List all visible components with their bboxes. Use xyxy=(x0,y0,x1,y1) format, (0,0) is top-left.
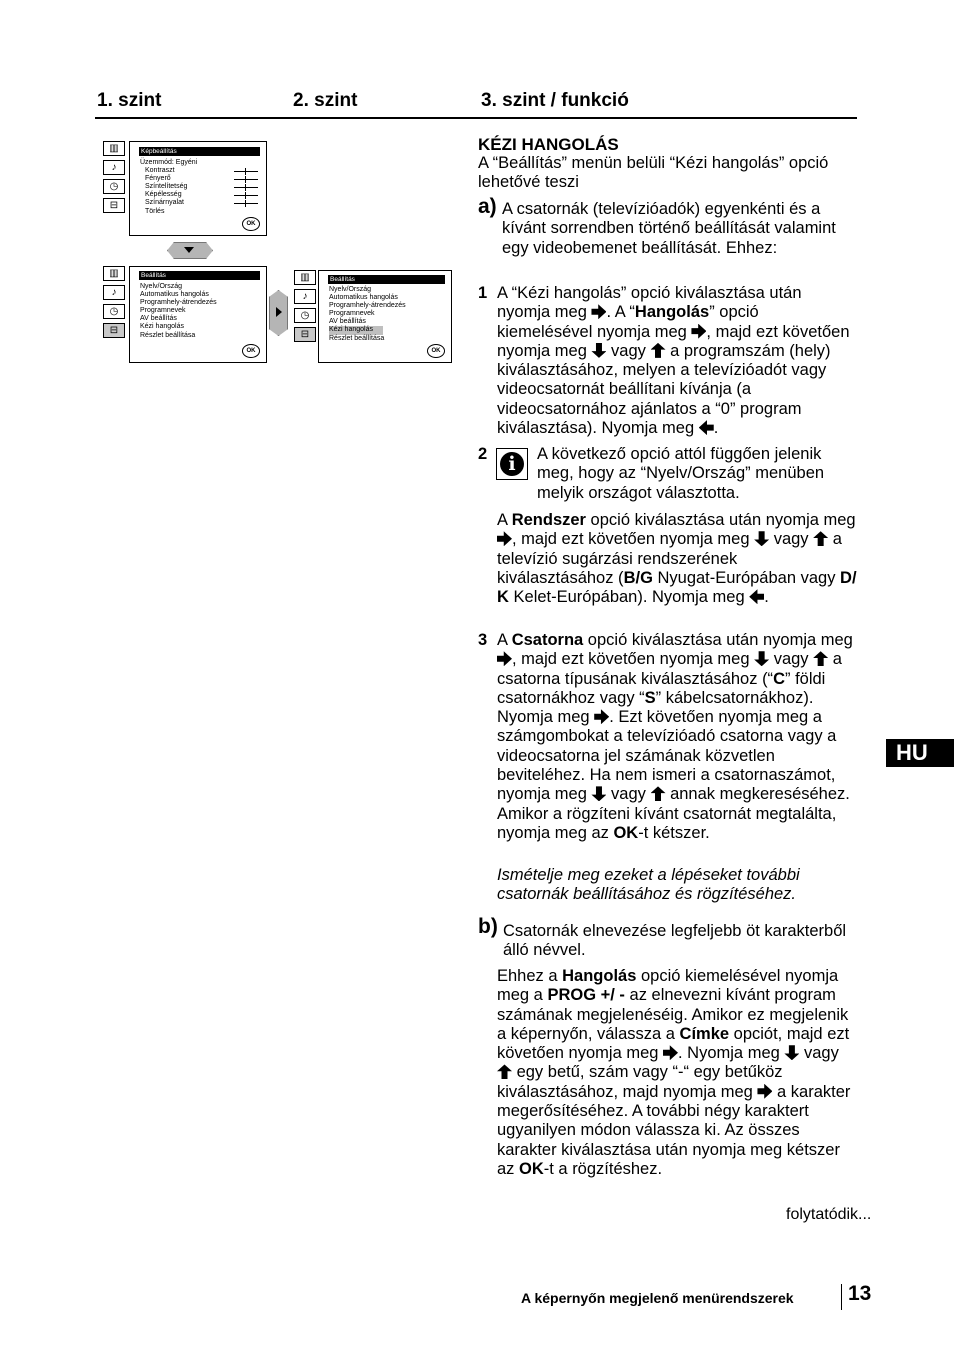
up-arrow-icon xyxy=(651,343,666,358)
continues-note: folytatódik... xyxy=(786,1206,872,1223)
footer-divider xyxy=(841,1284,842,1310)
step2-text: A Rendszer opció kiválasztása után nyomja meg , majd ezt követően nyomja meg vagy a televízió sugárzási rendszerének kiválasztásához (B/G Nyugat-Európában vagy D/ K Kelet-Európában). Nyomja meg . xyxy=(497,511,857,607)
menu-item: Színárnyalat xyxy=(145,199,184,207)
down-arrow-icon xyxy=(784,1045,799,1060)
menu-item: Részlet beállítása xyxy=(329,334,385,342)
menu-item: Programhely-átrendezés xyxy=(329,302,406,310)
menu-item: Nyelv/Ország xyxy=(329,286,372,293)
level3-heading: 3. szint / funkció xyxy=(481,90,629,111)
right-arrow-icon xyxy=(594,709,609,724)
level2-heading: 2. szint xyxy=(293,90,358,111)
screen-title: Képbeállítás xyxy=(139,147,260,156)
menu-item: Üzemmód: Egyéni xyxy=(140,159,198,166)
clock-icon: ◷ xyxy=(294,308,316,323)
ok-icon: OK xyxy=(427,344,445,358)
sound-icon: ♪ xyxy=(294,289,316,304)
right-arrow-icon xyxy=(757,1084,772,1099)
up-arrow-icon xyxy=(497,1064,512,1079)
picture-icon: ▥ xyxy=(294,270,316,285)
right-arrow-icon xyxy=(497,651,512,666)
right-arrow-icon xyxy=(591,304,606,319)
step1-number: 1 xyxy=(478,284,488,302)
repeat-note: Ismételje meg ezeket a lépéseket további csatornák beállításához és rögzítéséhez. xyxy=(497,866,800,904)
level-sliders xyxy=(234,171,258,211)
menu-item: Fényerő xyxy=(145,175,171,183)
sound-icon: ♪ xyxy=(103,160,125,175)
step2-info-text: A következő opció attól függően jelenik meg, hogy az “Nyelv/Ország” menüben melyik országot választotta. xyxy=(537,445,825,502)
intro-text: A “Beállítás” menün belüli “Kézi hangolás” opció lehetővé teszi xyxy=(478,154,829,192)
info-icon: i xyxy=(496,448,528,480)
menu-item: Kézi hangolás xyxy=(140,323,184,331)
right-arrow-icon xyxy=(663,1045,678,1060)
menu-icons-2 xyxy=(103,266,125,342)
right-arrow-icon xyxy=(276,307,282,317)
menu-item: Nyelv/Ország xyxy=(140,283,183,290)
clock-icon: ◷ xyxy=(103,179,125,194)
up-arrow-icon xyxy=(813,651,828,666)
level1-heading: 1. szint xyxy=(97,90,162,111)
footer-section-title: A képernyőn megjelenő menürendszerek xyxy=(521,1290,794,1306)
menu-item: Programhely-átrendezés xyxy=(140,299,217,307)
ok-icon: OK xyxy=(242,344,260,358)
down-arrow-icon xyxy=(591,786,606,801)
screen-items xyxy=(140,159,197,216)
page-number: 13 xyxy=(848,1282,872,1305)
screen-items xyxy=(329,286,406,343)
setup-icon: ⊟ xyxy=(103,323,125,338)
language-tab: HU xyxy=(886,739,954,767)
ok-icon: OK xyxy=(242,217,260,231)
left-arrow-icon xyxy=(749,589,764,604)
item-b-label: b) xyxy=(478,915,498,938)
step3-text: A Csatorna opció kiválasztása után nyomja meg , majd ezt követően nyomja meg vagy a csatorna típusának kiválasztásához (“C” földi csatornákhoz vagy “S” kábelcsatornákhoz). Nyomja meg . Ezt követően nyomja meg a számgombokat a televízióadó csatorna vagy a videocsatorna jel számának közvetlen beviteléhez. Ha nem ismeri a csatornaszámot, nyomja meg vagy annak megkereséséhez. Amikor a rögzíteni kívánt csatornát megtalálta, nyomja meg az OK-t kétszer. xyxy=(497,631,853,842)
setup-menu-screen-selected xyxy=(318,270,452,363)
right-arrow-icon xyxy=(497,531,512,546)
down-arrow-icon xyxy=(591,343,606,358)
section-heading: KÉZI HANGOLÁS xyxy=(478,135,619,154)
menu-item: AV beállítás xyxy=(140,315,177,323)
menu-item: Törlés xyxy=(145,207,165,215)
item-a-label: a) xyxy=(478,195,497,218)
menu-item: Részlet beállítása xyxy=(140,331,196,339)
picture-icon: ▥ xyxy=(103,141,125,156)
menu-item: Programnevek xyxy=(329,310,375,318)
menu-item: Színtelítetség xyxy=(145,183,188,191)
down-arrow-icon xyxy=(754,651,769,666)
menu-item: Automatikus hangolás xyxy=(140,291,209,299)
up-arrow-icon xyxy=(813,531,828,546)
menu-item: Kontraszt xyxy=(145,167,175,175)
item-b-text: Csatornák elnevezése legfeljebb öt karakterből álló névvel. xyxy=(503,922,847,960)
up-arrow-icon xyxy=(651,786,666,801)
sound-icon: ♪ xyxy=(103,285,125,300)
clock-icon: ◷ xyxy=(103,304,125,319)
instructions-column xyxy=(478,135,858,1235)
step1-text: A “Kézi hangolás” opció kiválasztása után nyomja meg . A “Hangolás” opció kiemelésével nyomja meg , majd ezt követően nyomja meg vagy a programszám (hely) kiválasztásához, melyen a televízióadót vagy videocsatornát beállítani kívánja (a videocsatornához ajánlatos a “0” program kiválasztása). Nyomja meg . xyxy=(497,284,850,438)
header-rule xyxy=(95,117,857,119)
item-a-text: A csatornák (televízióadók) egyenkénti és a kívánt sorrendben történő beállítását valamint egy videobemenet beállítását. Ehhez: xyxy=(502,200,836,257)
picture-menu-screen xyxy=(129,141,267,236)
menu-item: Automatikus hangolás xyxy=(329,294,398,302)
step2-number: 2 xyxy=(478,445,488,463)
down-arrow-icon xyxy=(184,247,194,253)
left-arrow-icon xyxy=(699,420,714,435)
down-arrow-icon xyxy=(754,531,769,546)
step3-number: 3 xyxy=(478,631,488,649)
setup-icon: ⊟ xyxy=(294,327,316,342)
menu-item: AV beállítás xyxy=(329,318,366,326)
setup-icon: ⊟ xyxy=(103,198,125,213)
screen-title: Beállítás xyxy=(328,275,445,284)
menu-icons-3 xyxy=(294,270,316,346)
menu-item: Képélesség xyxy=(145,191,182,199)
menu-item-highlighted: Kézi hangolás xyxy=(329,326,383,334)
screen-title: Beállítás xyxy=(139,271,260,280)
screen-items xyxy=(140,283,217,340)
picture-icon: ▥ xyxy=(103,266,125,281)
setup-menu-screen xyxy=(129,266,267,363)
item-b-steps: Ehhez a Hangolás opció kiemelésével nyomja meg a PROG +/ - az elnevezni kívánt program számának megjelenéséig. Amikor ez megjelenik a képernyőn, válassza a Címke opciót, majd ezt követően nyomja meg . Nyomja meg vagy egy betű, szám vagy “-“ egy betűköz kiválasztásához, majd nyomja meg a karakter megerősítéséhez. A további négy karaktert ugyanilyen módon válassza ki. Az összes karakter kiválasztása után nyomja meg kétszer az OK-t a rögzítéshez. xyxy=(497,967,851,1178)
right-arrow-icon xyxy=(691,324,706,339)
menu-item: Programnevek xyxy=(140,307,186,315)
menu-icons-1 xyxy=(103,141,125,217)
